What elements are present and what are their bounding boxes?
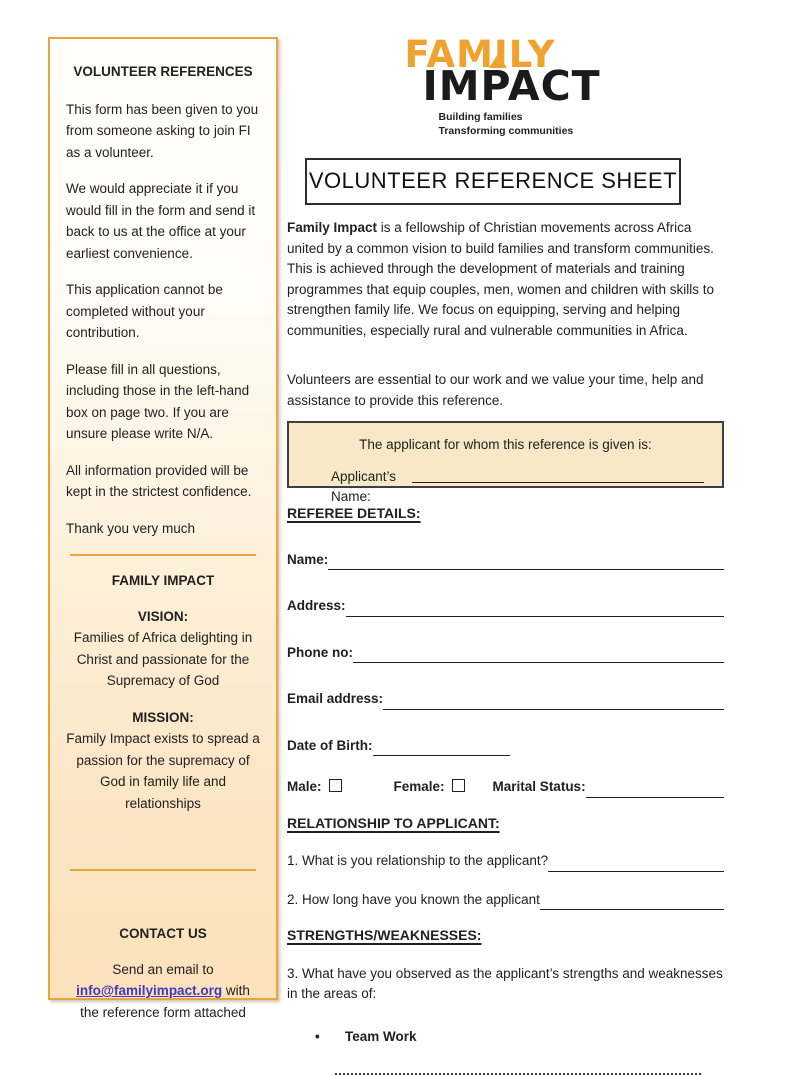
contact-text [66,959,260,1024]
vision-text: Families of Africa delighting in Christ and passionate for the Supremacy of God [73,630,253,688]
question-3-text: 3. What have you observed as the applicant’s strengths and weaknesses in the areas of: [287,965,723,1001]
name-field[interactable] [328,554,724,570]
logo-word-impact: IMPACT [422,62,601,110]
question-1-field[interactable] [548,856,724,872]
page-title: VOLUNTEER REFERENCE SHEET [305,158,681,205]
main-content [287,0,724,1075]
logo-word-family: FAMILY [404,33,556,76]
intro-paragraph [287,218,724,341]
female-label: Female: [393,779,445,794]
family-impact-logo [383,33,613,138]
phone-field[interactable] [353,647,724,663]
maple-leaf-icon [489,54,507,68]
question-2-text: 2. How long have you known the applicant [287,891,540,907]
email-label: Email address: [287,691,384,706]
sidebar-paragraph: Please fill in all questions, including those in the left-hand box on page two. If you are unsure please write N/A. [66,361,250,441]
sidebar-divider [70,869,256,871]
contact-text-pre: Send an email to [112,961,214,977]
relationship-heading: RELATIONSHIP TO APPLICANT: [287,814,500,831]
contact-text-post: with the reference form attached [80,983,250,1020]
team-work-bullet [315,1027,724,1048]
field-row-address [287,596,724,617]
sidebar-divider [70,554,256,556]
sidebar-paragraph: This application cannot be completed without your contribution. [66,282,223,340]
referee-details-heading: REFEREE DETAILS: [287,505,421,521]
bullet-icon: • [315,1028,320,1044]
intro-rest: is a fellowship of Christian movements across Africa united by a common vision to build families and transform communities. This is achieved through the development of materials and training programmes that equip couples, men, women and children with skills to strengthen family life. We focus on equipping, serving and helping communities, especially rural and vulnerable communities in Africa. [287,220,714,338]
marital-status-field[interactable] [586,782,724,798]
team-work-label: Team Work [345,1028,417,1044]
field-row-dob [287,736,724,757]
field-row-email [287,689,724,710]
intro-bold-lead: Family Impact [287,220,378,235]
dob-field[interactable] [373,740,510,756]
applicant-box-caption: The applicant for whom this reference is given is: [359,437,652,452]
sidebar-org-heading: FAMILY IMPACT [111,573,215,588]
male-checkbox[interactable] [329,779,342,792]
question-2-row [287,890,724,911]
email-field[interactable] [383,694,724,710]
address-field[interactable] [346,601,724,617]
sidebar-heading: VOLUNTEER REFERENCES [73,64,253,79]
name-label: Name: [287,551,329,567]
gender-marital-row [287,777,724,798]
question-1-row [287,851,724,872]
strengths-heading: STRENGTHS/WEAKNESSES: [287,927,482,943]
sidebar-paragraph: We would appreciate it if you would fill in the form and send it back to us at the office at your earliest convenience. [66,181,256,261]
volunteers-note: Volunteers are essential to our work and we value your time, help and assistance to provide this reference. [287,372,704,408]
applicant-box [287,421,724,504]
applicant-name-label: Applicant’s Name: [331,468,397,504]
female-checkbox[interactable] [452,779,465,792]
sidebar-paragraph: All information provided will be kept in the strictest confidence. [66,462,252,499]
address-label: Address: [287,598,346,613]
mission-text: Family Impact exists to spread a passion for the supremacy of God in family life and relationships [66,731,260,811]
sidebar-panel [48,37,278,1020]
field-row-name [287,550,724,571]
phone-label: Phone no: [287,644,353,660]
male-label: Male: [287,779,322,794]
contact-us-heading: CONTACT US [119,926,207,941]
logo-tagline-1: Building families [438,111,523,123]
vision-label: VISION: [137,608,189,624]
contact-email-link[interactable]: info@familyimpact.org [76,983,223,998]
mission-label: MISSION: [132,709,194,725]
marital-status-label: Marital Status: [492,779,586,794]
field-row-phone [287,643,724,664]
logo-taglines [439,110,613,138]
question-1-text: 1. What is you relationship to the applicant? [287,853,549,868]
applicant-name-field[interactable] [412,467,704,483]
sidebar-paragraph: This form has been given to you from someone asking to join FI as a volunteer. [66,101,259,160]
sidebar-thanks-text: Thank you very much [66,520,196,536]
applicant-name-row [331,467,704,508]
question-2-field[interactable] [540,894,724,910]
dob-label: Date of Birth: [287,737,373,753]
logo-tagline-2: Transforming communities [438,125,574,137]
